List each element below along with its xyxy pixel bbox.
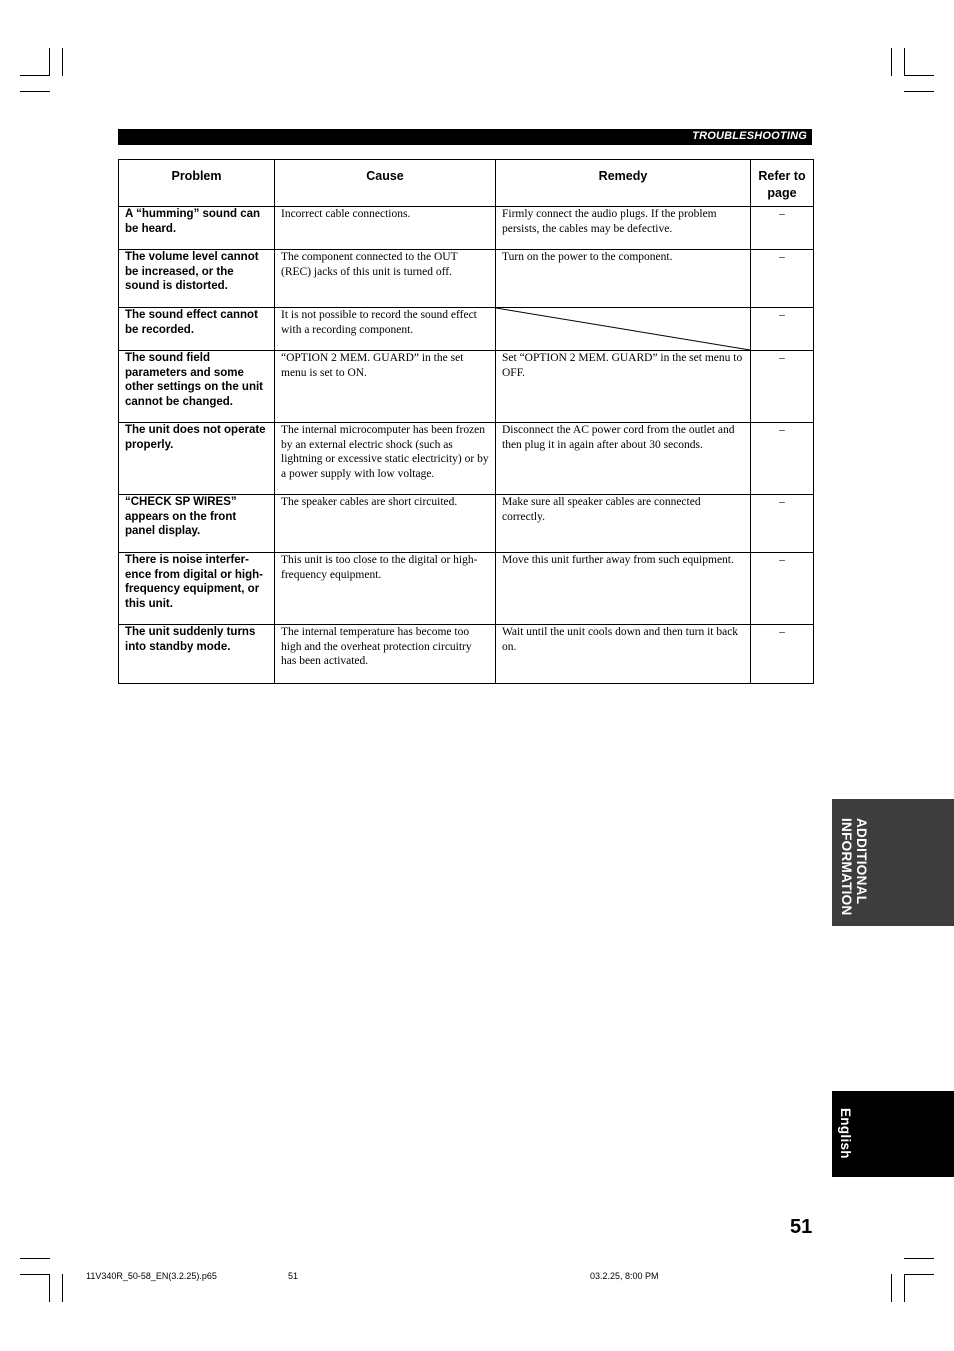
header-problem: Problem bbox=[119, 160, 275, 207]
crop-mark bbox=[904, 1274, 905, 1302]
crop-mark bbox=[20, 91, 50, 92]
table-row bbox=[119, 553, 814, 625]
remedy-cell: Move this unit further away from such equipment. bbox=[496, 553, 751, 625]
header-refer: Refer to page bbox=[751, 160, 814, 207]
refer-cell: – bbox=[751, 308, 814, 351]
remedy-cell: Turn on the power to the component. bbox=[496, 250, 751, 308]
table-row bbox=[119, 308, 814, 351]
refer-cell: – bbox=[751, 423, 814, 495]
problem-cell: The unit does not operate properly. bbox=[119, 423, 275, 495]
section-title: TROUBLESHOOTING bbox=[692, 130, 807, 142]
cause-cell: The component connected to the OUT (REC) jacks of this unit is turned off. bbox=[275, 250, 496, 308]
cause-cell: It is not possible to record the sound effect with a recording component. bbox=[275, 308, 496, 351]
cause-cell: The internal microcomputer has been frozen by an external electric shock (such as lightning or excessive static electricity) or by a power supply with low voltage. bbox=[275, 423, 496, 495]
table-row bbox=[119, 250, 814, 308]
crop-mark bbox=[891, 1274, 892, 1302]
crop-mark bbox=[904, 91, 934, 92]
crop-mark bbox=[62, 48, 63, 76]
remedy-cell-empty bbox=[496, 308, 751, 351]
language-tab-label: English bbox=[838, 1108, 853, 1159]
problem-cell: There is noise interfer- ence from digital or high-frequency equipment, or this unit. bbox=[119, 553, 275, 625]
crop-mark bbox=[49, 48, 50, 76]
table-row bbox=[119, 423, 814, 495]
crop-mark bbox=[904, 48, 905, 76]
diagonal-slash bbox=[496, 308, 750, 350]
remedy-cell: Firmly connect the audio plugs. If the problem persists, the cables may be defective. bbox=[496, 207, 751, 250]
refer-cell: – bbox=[751, 351, 814, 423]
crop-mark bbox=[20, 1274, 50, 1275]
section-header-bar bbox=[118, 129, 812, 145]
troubleshooting-table bbox=[118, 159, 814, 684]
table-row bbox=[119, 625, 814, 684]
remedy-cell: Wait until the unit cools down and then turn it back on. bbox=[496, 625, 751, 684]
section-tab-label: ADDITIONAL INFORMATION bbox=[839, 818, 869, 916]
section-side-tab bbox=[832, 799, 954, 926]
remedy-cell: Set “OPTION 2 MEM. GUARD” in the set menu to OFF. bbox=[496, 351, 751, 423]
problem-cell: The unit suddenly turns into standby mode. bbox=[119, 625, 275, 684]
table-row bbox=[119, 351, 814, 423]
refer-cell: – bbox=[751, 250, 814, 308]
problem-cell: The volume level cannot be increased, or the sound is distorted. bbox=[119, 250, 275, 308]
refer-cell: – bbox=[751, 207, 814, 250]
refer-cell: – bbox=[751, 553, 814, 625]
page-number: 51 bbox=[790, 1216, 813, 1238]
table-row bbox=[119, 207, 814, 250]
crop-mark bbox=[20, 75, 50, 76]
footer-page: 51 bbox=[288, 1271, 299, 1281]
refer-cell: – bbox=[751, 495, 814, 553]
problem-cell: “CHECK SP WIRES” appears on the front panel display. bbox=[119, 495, 275, 553]
crop-mark bbox=[904, 1274, 934, 1275]
crop-mark bbox=[20, 1258, 50, 1259]
footer-datetime: 03.2.25, 8:00 PM bbox=[590, 1271, 659, 1281]
crop-mark bbox=[891, 48, 892, 76]
problem-cell: A “humming” sound can be heard. bbox=[119, 207, 275, 250]
header-remedy: Remedy bbox=[496, 160, 751, 207]
header-cause: Cause bbox=[275, 160, 496, 207]
cause-cell: Incorrect cable connections. bbox=[275, 207, 496, 250]
remedy-cell: Make sure all speaker cables are connected correctly. bbox=[496, 495, 751, 553]
problem-cell: The sound effect cannot be recorded. bbox=[119, 308, 275, 351]
crop-mark bbox=[49, 1274, 50, 1302]
cause-cell: The speaker cables are short circuited. bbox=[275, 495, 496, 553]
crop-mark bbox=[904, 1258, 934, 1259]
crop-mark bbox=[904, 75, 934, 76]
refer-cell: – bbox=[751, 625, 814, 684]
crop-mark bbox=[62, 1274, 63, 1302]
footer-file: 11V340R_50-58_EN(3.2.25).p65 bbox=[86, 1271, 217, 1281]
remedy-cell: Disconnect the AC power cord from the outlet and then plug it in again after about 30 seconds. bbox=[496, 423, 751, 495]
cause-cell: “OPTION 2 MEM. GUARD” in the set menu is set to ON. bbox=[275, 351, 496, 423]
language-side-tab bbox=[832, 1091, 954, 1177]
cause-cell: The internal temperature has become too high and the overheat protection circuitry has been activated. bbox=[275, 625, 496, 684]
cause-cell: This unit is too close to the digital or high-frequency equipment. bbox=[275, 553, 496, 625]
table-header-row bbox=[119, 160, 814, 207]
table-row bbox=[119, 495, 814, 553]
problem-cell: The sound field parameters and some other settings on the unit cannot be changed. bbox=[119, 351, 275, 423]
